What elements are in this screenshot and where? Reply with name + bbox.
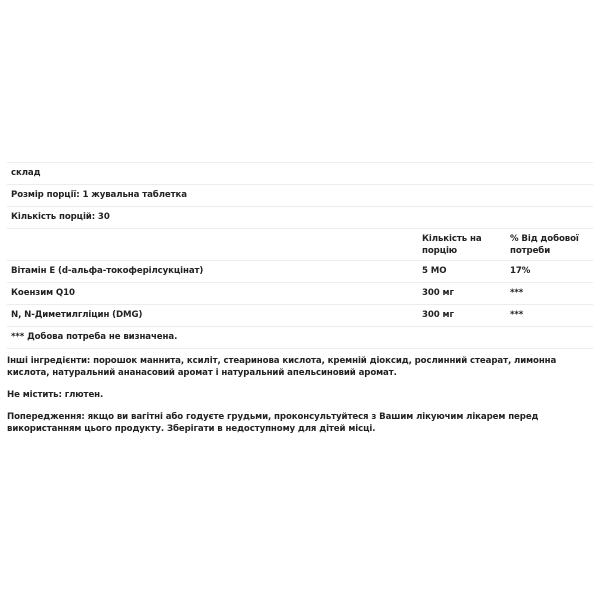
serving-size-row [7, 184, 593, 206]
nutrient-dv: 17% [510, 266, 531, 276]
facts-title [7, 162, 593, 184]
footnote-row [7, 326, 593, 348]
nutrient-name: Коензим Q10 [11, 288, 75, 298]
nutrient-row [7, 304, 593, 326]
footnote-text: *** Добова потреба не визначена. [11, 332, 178, 342]
nutrient-row [7, 260, 593, 282]
nutrient-table-header [7, 228, 593, 260]
nutrient-name: N, N-Диметилгліцин (DMG) [11, 310, 143, 320]
nutrient-amount: 300 мг [422, 310, 454, 320]
product-notes [7, 355, 593, 445]
nutrient-dv: *** [510, 310, 524, 320]
amount-column-header: Кількість на порцію [422, 234, 482, 256]
serving-size-text: Розмір порції: 1 жувальна таблетка [11, 190, 187, 200]
nutrient-dv: *** [510, 288, 524, 298]
allergen-statement: Не містить: глютен. [7, 390, 104, 400]
nutrient-amount: 300 мг [422, 288, 454, 298]
dv-column-header: % Від добової потреби [510, 234, 579, 256]
nutrient-name: Вітамін E (d-альфа-токоферілсукцінат) [11, 266, 204, 276]
servings-per-container-row [7, 206, 593, 228]
nutrient-row [7, 282, 593, 304]
other-ingredients: Інші інгредієнти: порошок маннита, ксиліт, стеаринова кислота, кремній діоксид, рослинний стеарат, лимонна кислота, натуральний ананасовий аромат і натуральний апельсиновий аромат. [7, 356, 557, 378]
servings-per-container-text: Кількість порцій: 30 [11, 212, 110, 222]
supplement-facts-table [7, 162, 593, 349]
facts-title-text: склад [11, 168, 41, 178]
nutrient-amount: 5 МО [422, 266, 447, 276]
warning-statement: Попередження: якщо ви вагітні або годуєте грудьми, проконсультуйтеся з Вашим лікуючим лікарем перед використанням цього продукту. Зберігати в недоступному для дітей місці. [7, 412, 539, 434]
table-bottom-divider [7, 348, 593, 349]
